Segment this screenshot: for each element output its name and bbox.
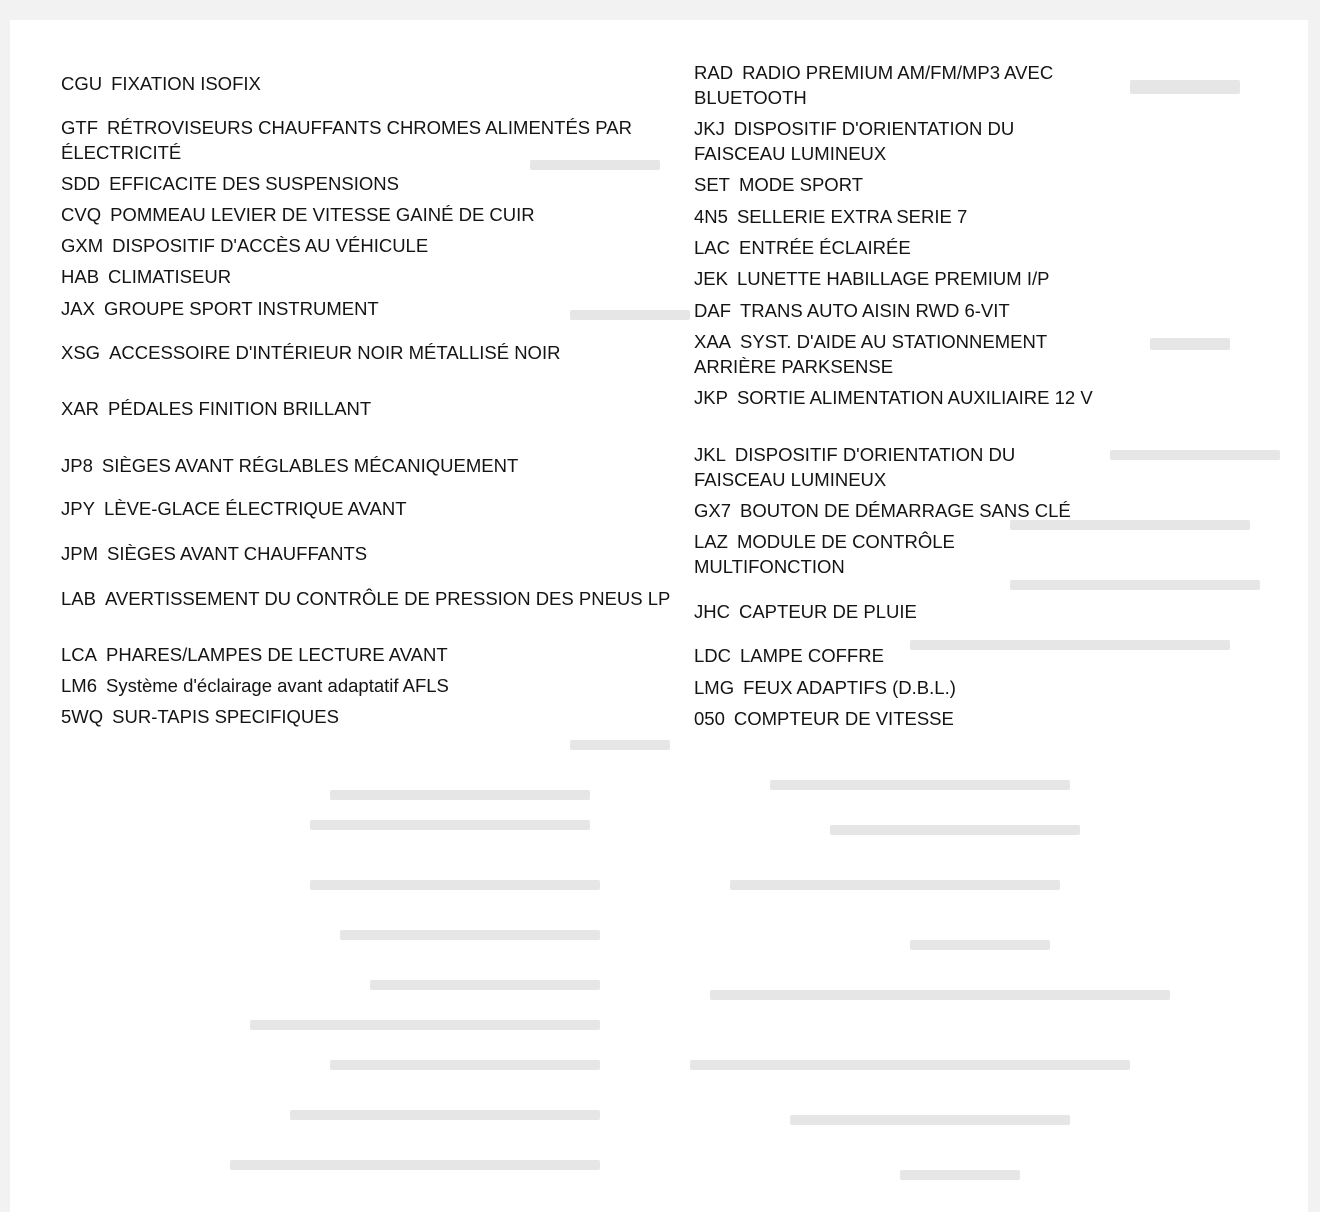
option-item xyxy=(694,442,1104,492)
option-code: LMG xyxy=(694,677,735,698)
option-item xyxy=(61,704,339,729)
option-code: GX7 xyxy=(694,500,732,521)
option-code: JPM xyxy=(61,543,98,564)
option-code: LAB xyxy=(61,588,96,609)
option-code: JAX xyxy=(61,298,95,319)
option-item xyxy=(694,529,1104,579)
option-item xyxy=(61,71,261,96)
option-label: TRANS AUTO AISIN RWD 6-VIT xyxy=(740,300,1010,321)
option-code: XSG xyxy=(61,342,101,363)
option-item xyxy=(61,496,407,521)
option-code: JKP xyxy=(694,387,728,408)
option-code: JHC xyxy=(694,601,730,622)
option-label: SORTIE ALIMENTATION AUXILIAIRE 12 V xyxy=(736,387,1093,408)
option-item xyxy=(61,340,560,365)
option-label: FIXATION ISOFIX xyxy=(111,73,261,94)
option-item xyxy=(61,586,670,611)
option-item xyxy=(694,599,917,624)
option-label: PÉDALES FINITION BRILLANT xyxy=(108,398,372,419)
option-item xyxy=(694,204,967,229)
option-label: COMPTEUR DE VITESSE xyxy=(733,708,954,729)
option-code: LCA xyxy=(61,644,97,665)
option-item xyxy=(61,296,379,321)
option-code: SET xyxy=(694,174,730,195)
option-label: SELLERIE EXTRA SERIE 7 xyxy=(736,206,968,227)
option-label: EFFICACITE DES SUSPENSIONS xyxy=(109,173,399,194)
option-label: ACCESSOIRE D'INTÉRIEUR NOIR MÉTALLISÉ NOIR xyxy=(109,342,561,363)
option-item xyxy=(61,115,686,165)
option-label: POMMEAU LEVIER DE VITESSE GAINÉ DE CUIR xyxy=(110,204,535,225)
option-code: JKL xyxy=(694,444,726,465)
option-item xyxy=(694,116,1104,166)
option-label: CAPTEUR DE PLUIE xyxy=(738,601,917,622)
option-item xyxy=(694,266,1049,291)
option-code: CGU xyxy=(61,73,103,94)
option-item xyxy=(61,396,371,421)
option-label: GROUPE SPORT INSTRUMENT xyxy=(103,298,379,319)
option-item xyxy=(694,643,884,668)
option-code: LAC xyxy=(694,237,730,258)
option-label: RADIO PREMIUM AM/FM/MP3 AVEC BLUETOOTH xyxy=(694,62,1054,108)
option-code: LM6 xyxy=(61,675,97,696)
option-item xyxy=(694,60,1104,110)
option-item xyxy=(61,264,231,289)
option-label: SUR-TAPIS SPECIFIQUES xyxy=(112,706,339,727)
option-item xyxy=(694,298,1010,323)
option-code: RAD xyxy=(694,62,734,83)
option-label: MODULE DE CONTRÔLE MULTIFONCTION xyxy=(694,531,955,577)
option-item xyxy=(694,172,863,197)
option-item xyxy=(694,675,956,700)
option-item xyxy=(694,706,954,731)
option-item xyxy=(694,235,911,260)
option-item xyxy=(61,673,449,698)
option-label: SIÈGES AVANT CHAUFFANTS xyxy=(107,543,368,564)
option-code: SDD xyxy=(61,173,101,194)
option-code: DAF xyxy=(694,300,731,321)
option-code: 050 xyxy=(694,708,725,729)
option-code: XAA xyxy=(694,331,732,352)
option-item xyxy=(694,498,1071,523)
option-label: PHARES/LAMPES DE LECTURE AVANT xyxy=(106,644,448,665)
option-item xyxy=(694,329,1104,379)
option-code: XAR xyxy=(61,398,100,419)
option-code: JKJ xyxy=(694,118,725,139)
option-label: AVERTISSEMENT DU CONTRÔLE DE PRESSION DES PNEUS LP xyxy=(104,588,671,609)
option-item xyxy=(694,385,1093,410)
option-label: DISPOSITIF D'ORIENTATION DU FAISCEAU LUMINEUX xyxy=(694,118,1015,164)
option-code: LAZ xyxy=(694,531,728,552)
option-label: Système d'éclairage avant adaptatif AFLS xyxy=(106,675,449,696)
option-label: BOUTON DE DÉMARRAGE SANS CLÉ xyxy=(740,500,1071,521)
option-label: LÈVE-GLACE ÉLECTRIQUE AVANT xyxy=(103,498,407,519)
option-item xyxy=(61,642,448,667)
option-item xyxy=(61,171,399,196)
option-code: LDC xyxy=(694,645,732,666)
option-item xyxy=(61,233,428,258)
option-label: CLIMATISEUR xyxy=(108,266,232,287)
option-code: JP8 xyxy=(61,455,93,476)
option-code: 5WQ xyxy=(61,706,104,727)
option-label: LUNETTE HABILLAGE PREMIUM I/P xyxy=(736,268,1050,289)
option-label: DISPOSITIF D'ACCÈS AU VÉHICULE xyxy=(112,235,429,256)
option-label: LAMPE COFFRE xyxy=(740,645,884,666)
option-code: 4N5 xyxy=(694,206,728,227)
option-item xyxy=(61,453,518,478)
option-label: SYST. D'AIDE AU STATIONNEMENT ARRIÈRE PARKSENSE xyxy=(694,331,1047,377)
option-code: CVQ xyxy=(61,204,102,225)
option-item xyxy=(61,202,535,227)
option-label: RÉTROVISEURS CHAUFFANTS CHROMES ALIMENTÉS PAR ÉLECTRICITÉ xyxy=(61,117,632,163)
option-code: GXM xyxy=(61,235,104,256)
option-code: HAB xyxy=(61,266,100,287)
document-page xyxy=(10,20,1308,1212)
option-code: JEK xyxy=(694,268,728,289)
option-label: MODE SPORT xyxy=(738,174,864,195)
option-code: JPY xyxy=(61,498,95,519)
option-code: GTF xyxy=(61,117,98,138)
option-label: FEUX ADAPTIFS (D.B.L.) xyxy=(743,677,956,698)
option-label: SIÈGES AVANT RÉGLABLES MÉCANIQUEMENT xyxy=(101,455,519,476)
option-label: ENTRÉE ÉCLAIRÉE xyxy=(739,237,911,258)
option-item xyxy=(61,541,367,566)
option-label: DISPOSITIF D'ORIENTATION DU FAISCEAU LUMINEUX xyxy=(694,444,1016,490)
